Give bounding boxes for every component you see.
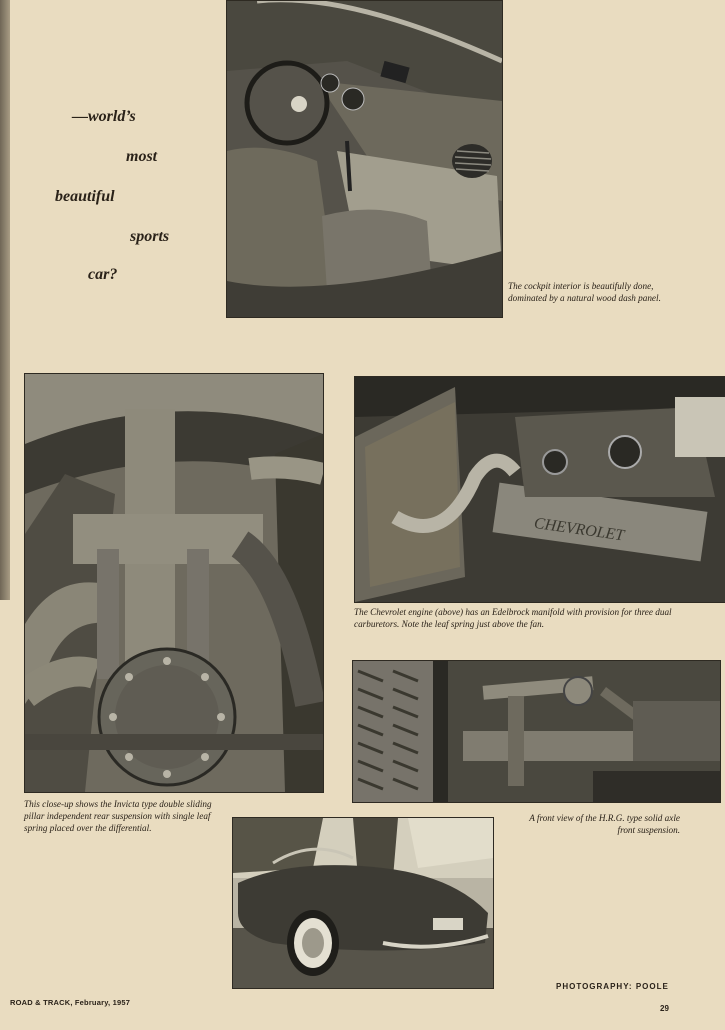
headline-line-2: most (126, 148, 158, 165)
car-photo (232, 817, 494, 989)
front-suspension-photo (352, 660, 721, 803)
cockpit-photo (226, 0, 503, 318)
rear-suspension-caption: This close-up shows the Invicta type double sliding pillar independent rear suspension with single leaf spring placed over the differential. (24, 799, 212, 833)
engine-caption: The Chevrolet engine (above) has an Edelbrock manifold with provision for three dual carburetors. Note the leaf spring just above the fan. (354, 607, 672, 629)
front-suspension-caption: A front view of the H.R.G. type solid axle front suspension. (529, 813, 680, 835)
headline-line-4: sports (130, 228, 170, 245)
headline-line-3: beautiful (55, 188, 115, 205)
photography-credit: PHOTOGRAPHY: POOLE (556, 982, 669, 991)
magazine-issue-line: ROAD & TRACK, February, 1957 (10, 998, 131, 1007)
cockpit-caption: The cockpit interior is beautifully done, dominated by a natural wood dash panel. (508, 281, 661, 303)
headline-line-1: —world’s (72, 108, 136, 125)
engine-block-lettering: CHEVROLET (532, 514, 626, 545)
engine-photo (354, 376, 725, 603)
page-binding-edge (0, 0, 10, 600)
headline-line-5: car? (88, 266, 118, 283)
page-number: 29 (660, 1004, 669, 1013)
rear-suspension-photo (24, 373, 324, 793)
